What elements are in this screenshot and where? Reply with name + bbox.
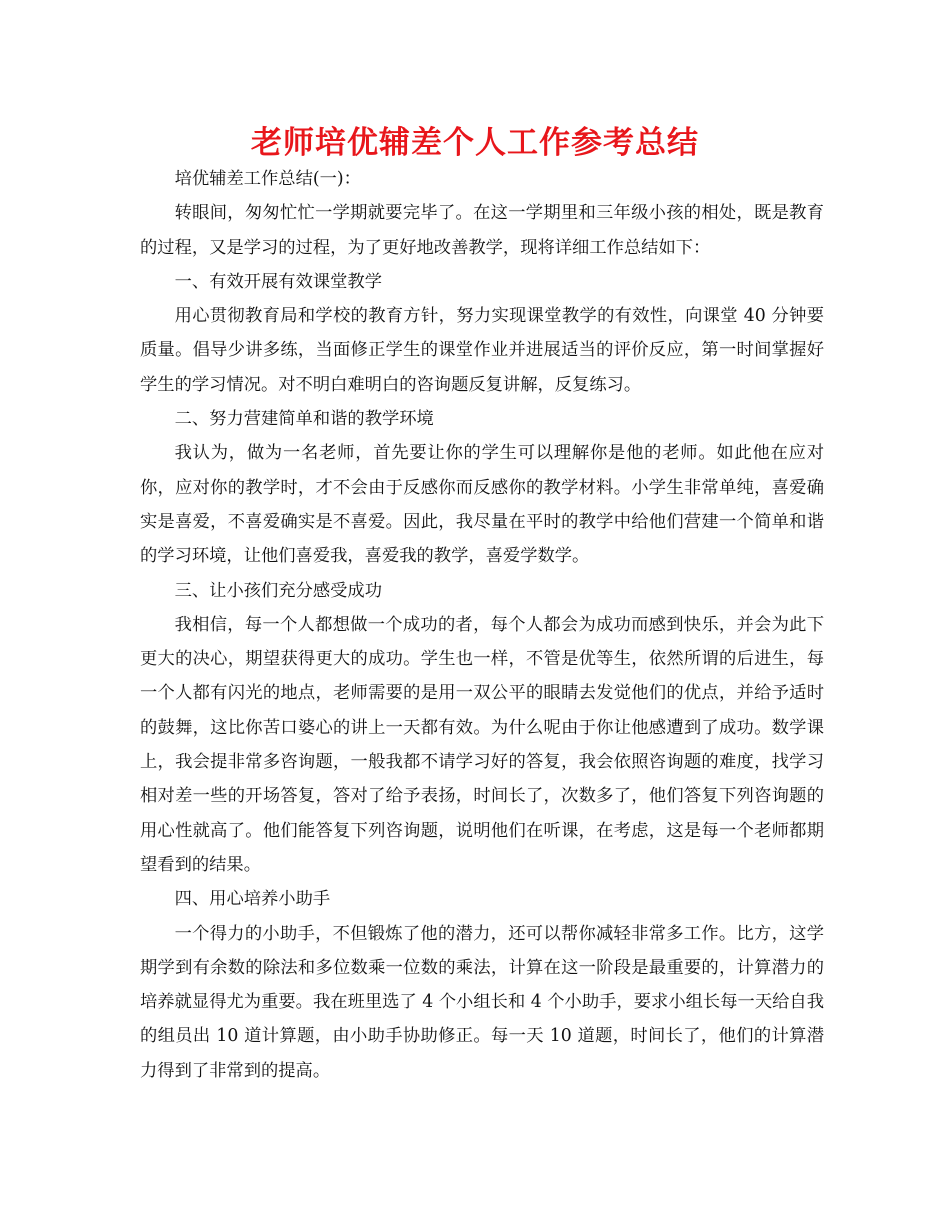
section-heading-2: 二、努力营建简单和谐的教学环境 (174, 409, 434, 430)
section-heading-intro: 培优辅差工作总结(一)： (174, 169, 361, 189)
paragraph-3: 我相信，每一个人都想做一个成功的者，每个人都会为成功而感到快乐，并会为此下更大的决心，期望获得更大的成功。学生也一样，不管是优等生，依然所谓的后进生，每一个人都有闪光的地点，老师需要的是用一双公平的眼睛去发觉他们的优点，并给予适时的鼓舞，这比你苦口婆心的讲上一天都有效。为什么呢由于你让他感遭到了成功。数学课上，我会提非常多咨询题，一般我都不请学习好的答复，我会依照咨询题的难度，找学习相对差一些的开场答复，答对了给予表扬，时间长了，次数多了，他们答复下列咨询题的用心性就高了。他们能答复下列咨询题，说明他们在听课，在考虑，这是每一个老师都期望看到的结果。 (140, 614, 824, 875)
section-heading-4: 四、用心培养小助手 (174, 889, 331, 910)
document-title: 老师培优辅差个人工作参考总结 (251, 125, 699, 161)
document-body (140, 162, 824, 1088)
paragraph-intro: 转眼间，匆匆忙忙一学期就要完毕了。在这一学期里和三年级小孩的相处，既是教育的过程，又是学习的过程，为了更好地改善教学，现将详细工作总结如下： (140, 203, 824, 258)
paragraph-2: 我认为，做为一名老师，首先要让你的学生可以理解你是他的老师。如此他在应对你，应对你的教学时，才不会由于反感你而反感你的教学材料。小学生非常单纯，喜爱确实是喜爱，不喜爱确实是不喜爱。因此，我尽量在平时的教学中给他们营建一个简单和谐的学习环境，让他们喜爱我，喜爱我的教学，喜爱学数学。 (140, 443, 824, 567)
paragraph-1: 用心贯彻教育局和学校的教育方针，努力实现课堂教学的有效性，向课堂 40 分钟要质量。倡导少讲多练，当面修正学生的课堂作业并进展适当的评价反应，第一时间掌握好学生的学习情况。对不明白难明白的咨询题反复讲解，反复练习。 (140, 306, 824, 395)
section-heading-1: 一、有效开展有效课堂教学 (174, 271, 382, 292)
paragraph-4: 一个得力的小助手，不但锻炼了他的潜力，还可以帮你减轻非常多工作。比方，这学期学到有余数的除法和多位数乘一位数的乘法，计算在这一阶段是最重要的，计算潜力的培养就显得尤为重要。我在班里选了 4 个小组长和 4 个小助手，要求小组长每一天给自我的组员出 10 道计算题，由小助手协助修正。每一天 10 道题，时间长了，他们的计算潜力得到了非常到的提高。 (140, 923, 824, 1081)
section-heading-3: 三、让小孩们充分感受成功 (174, 580, 382, 601)
